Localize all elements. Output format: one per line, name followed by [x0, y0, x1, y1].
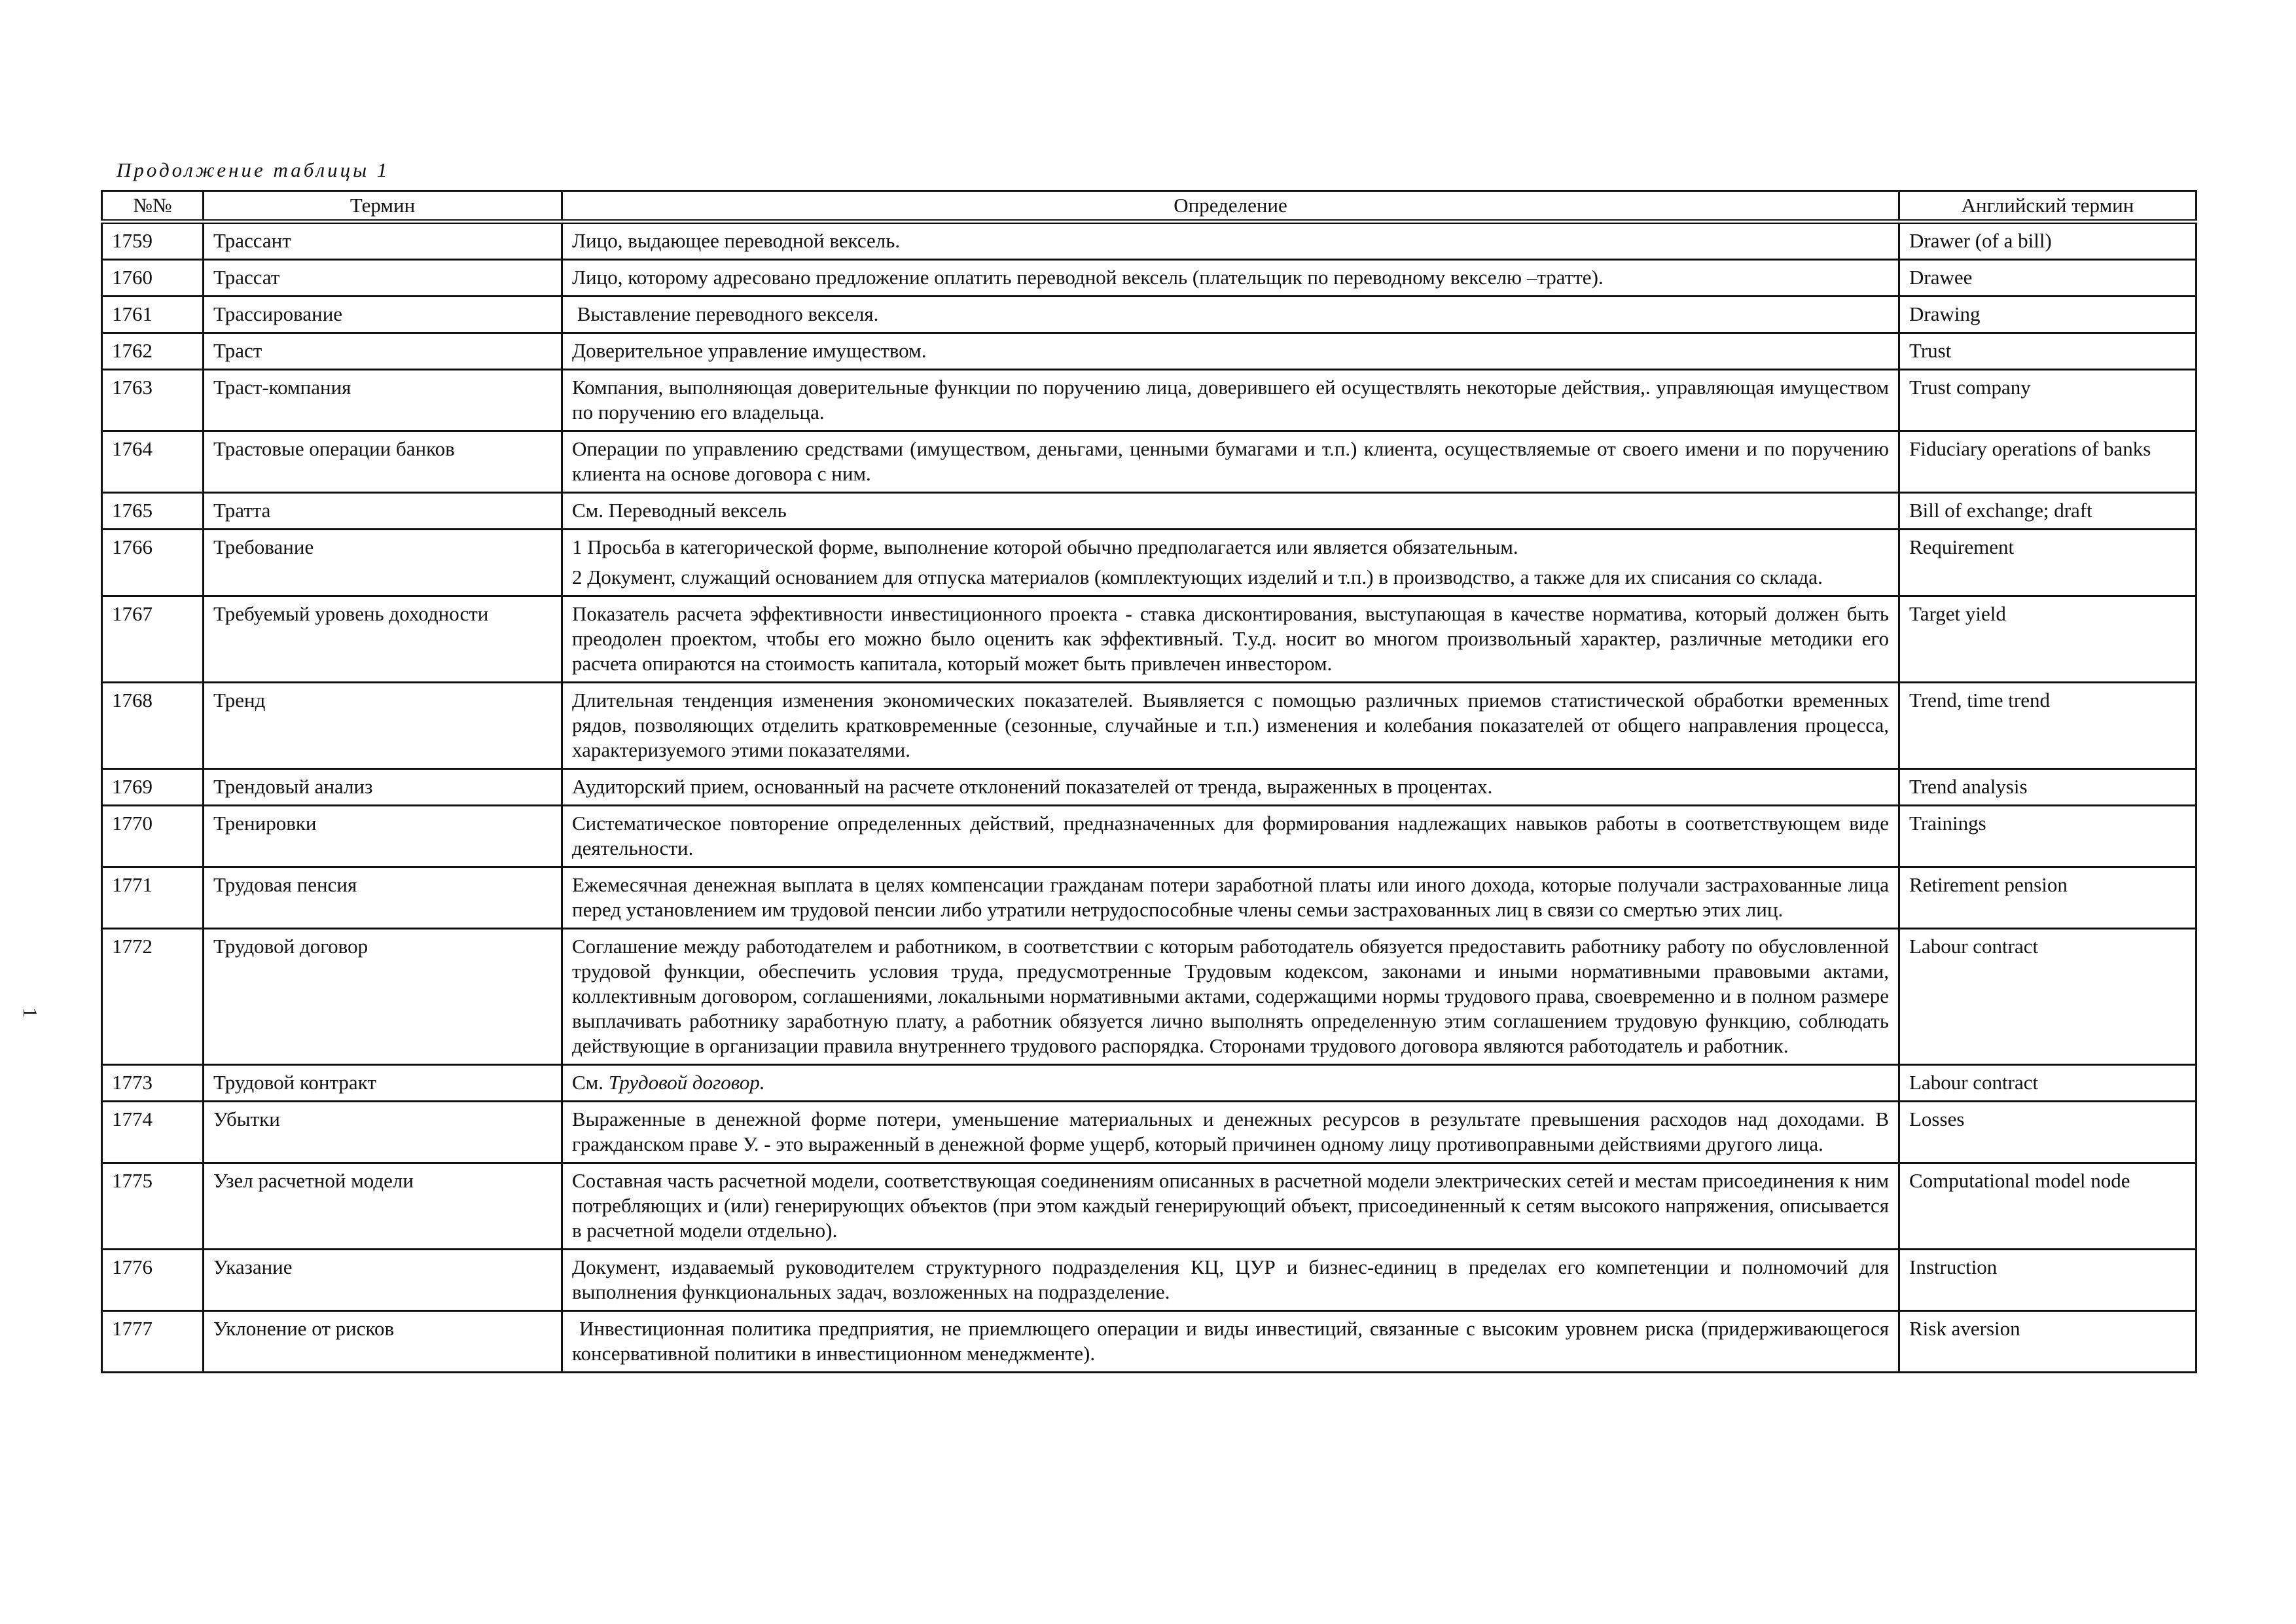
table-row: [102, 1311, 2197, 1373]
row-term: Трудовая пенсия: [204, 867, 562, 929]
definition-paragraph: Выставление переводного векселя.: [572, 302, 879, 325]
row-definition: [562, 867, 1899, 929]
row-number: 1766: [102, 530, 204, 596]
row-number: 1770: [102, 806, 204, 867]
row-definition: [562, 1311, 1899, 1373]
definition-prefix: См.: [572, 1071, 609, 1094]
row-english-term: Drawing: [1899, 297, 2197, 333]
row-number: 1769: [102, 769, 204, 806]
header-num: №№: [102, 191, 204, 222]
row-definition: [562, 596, 1899, 683]
definition-paragraph: Ежемесячная денежная выплата в целях компенсации гражданам потери заработной платы или иного дохода, которые получали застрахованные лица перед установлением им трудовой пенсии либо утратили нетрудоспособные члены семьи застрахованных лиц в связи со смертью этих лиц.: [572, 873, 1894, 921]
table-row: [102, 297, 2197, 333]
row-term: Трендовый анализ: [204, 769, 562, 806]
table-row: [102, 683, 2197, 769]
table-row: [102, 431, 2197, 493]
table-row: [102, 1250, 2197, 1311]
row-number: 1768: [102, 683, 204, 769]
definition-paragraph: Лицо, которому адресовано предложение оплатить переводной вексель (плательщик по переводному векселю –тратте).: [572, 266, 1604, 289]
definition-paragraph: Документ, издаваемый руководителем структурного подразделения КЦ, ЦУР и бизнес-единиц в пределах его компетенции и полномочий для выполнения функциональных задач, возложенных на подразделение.: [572, 1255, 1894, 1303]
definition-paragraph: Систематическое повторение определенных действий, предназначенных для формирования надлежащих навыков работы в соответствующем виде деятельности.: [572, 812, 1894, 859]
row-english-term: Risk aversion: [1899, 1311, 2197, 1373]
row-number: 1764: [102, 431, 204, 493]
table-row: [102, 370, 2197, 431]
table-row: [102, 1065, 2197, 1102]
row-number: 1762: [102, 333, 204, 370]
row-term: Уклонение от рисков: [204, 1311, 562, 1373]
row-term: Трастовые операции банков: [204, 431, 562, 493]
row-english-term: Labour contract: [1899, 929, 2197, 1065]
row-term: Тренд: [204, 683, 562, 769]
row-definition: [562, 297, 1899, 333]
definition-paragraph: Аудиторский прием, основанный на расчете отклонений показателей от тренда, выраженных в процентах.: [572, 775, 1493, 798]
row-term: Трудовой договор: [204, 929, 562, 1065]
row-english-term: Trend analysis: [1899, 769, 2197, 806]
row-english-term: Labour contract: [1899, 1065, 2197, 1102]
row-english-term: Computational model node: [1899, 1163, 2197, 1250]
row-definition: [562, 929, 1899, 1065]
table-row: [102, 769, 2197, 806]
row-english-term: Trust company: [1899, 370, 2197, 431]
row-term: Трассант: [204, 222, 562, 260]
row-english-term: Instruction: [1899, 1250, 2197, 1311]
row-number: 1772: [102, 929, 204, 1065]
table-row: [102, 260, 2197, 297]
side-page-number: 1: [18, 1007, 42, 1018]
row-definition: [562, 1163, 1899, 1250]
row-number: 1767: [102, 596, 204, 683]
table-row: [102, 493, 2197, 530]
row-english-term: Trust: [1899, 333, 2197, 370]
row-number: 1775: [102, 1163, 204, 1250]
table-row: [102, 1163, 2197, 1250]
table-row: [102, 333, 2197, 370]
definition-paragraph: 1 Просьба в категорической форме, выполнение которой обычно предполагается или является обязательным.: [572, 535, 1518, 558]
header-definition: Определение: [562, 191, 1899, 222]
row-number: 1774: [102, 1102, 204, 1163]
row-definition: [562, 431, 1899, 493]
row-number: 1776: [102, 1250, 204, 1311]
row-number: 1777: [102, 1311, 204, 1373]
table-row: [102, 806, 2197, 867]
row-definition: [562, 769, 1899, 806]
table-body: [102, 222, 2197, 1373]
row-english-term: Trend, time trend: [1899, 683, 2197, 769]
row-term: Траст-компания: [204, 370, 562, 431]
definition-paragraph: Операции по управлению средствами (имуществом, деньгами, ценными бумагами и т.п.) клиента, осуществляемые от своего имени и по поручению клиента на основе договора с ним.: [572, 437, 1894, 485]
row-number: 1759: [102, 222, 204, 260]
table-row: [102, 1102, 2197, 1163]
row-definition: [562, 683, 1899, 769]
row-english-term: Requirement: [1899, 530, 2197, 596]
row-number: 1765: [102, 493, 204, 530]
row-number: 1773: [102, 1065, 204, 1102]
row-definition: [562, 1250, 1899, 1311]
row-definition: [562, 493, 1899, 530]
table-row: [102, 530, 2197, 596]
table-row: [102, 222, 2197, 260]
definition-paragraph: Показатель расчета эффективности инвестиционного проекта - ставка дисконтирования, выступающая в качестве норматива, который должен быть преодолен проектом, чтобы его можно было оценить как эффективный. Т.у.д. носит во многом произвольный характер, различные методики его расчета опираются на стоимость капитала, который может быть привлечен инвестором.: [572, 602, 1894, 675]
row-definition: [562, 333, 1899, 370]
row-term: Тренировки: [204, 806, 562, 867]
table-caption: Продолжение таблицы 1: [117, 158, 390, 181]
definition-paragraph: См. Переводный вексель: [572, 499, 787, 522]
definition-paragraph: Компания, выполняющая доверительные функции по поручению лица, доверившего ей осуществлять некоторые действия,. управляющая имуществом по поручению его владельца.: [572, 376, 1894, 424]
definition-paragraph: Составная часть расчетной модели, соответствующая соединениям описанных в расчетной модели электрических сетей и местам присоединения к ним потребляющих и (или) генерирующих объектов (при этом каждый генерирующий объект, присоединенный к сетям высокого напряжения, описывается в расчетной модели отдельно).: [572, 1169, 1894, 1242]
row-english-term: Bill of exchange; draft: [1899, 493, 2197, 530]
definition-paragraph: Доверительное управление имуществом.: [572, 339, 927, 362]
definition-paragraph: Выраженные в денежной форме потери, уменьшение материальных и денежных ресурсов в результате превышения расходов над доходами. В гражданском праве У. - это выраженный в денежной форме ущерб, который причинен одному лицу противоправными действиями другого лица.: [572, 1108, 1894, 1155]
row-definition: [562, 530, 1899, 596]
row-number: 1771: [102, 867, 204, 929]
header-english: Английский термин: [1899, 191, 2197, 222]
definition-paragraph: Инвестиционная политика предприятия, не приемлющего операции и виды инвестиций, связанные с высоким уровнем риска (придерживающегося консервативной политики в инвестиционном менеджменте).: [572, 1317, 1894, 1365]
row-english-term: Trainings: [1899, 806, 2197, 867]
definition-reference: Трудовой договор.: [608, 1071, 765, 1094]
definition-paragraph: Лицо, выдающее переводной вексель.: [572, 229, 901, 252]
row-term: Требуемый уровень доходности: [204, 596, 562, 683]
row-number: 1763: [102, 370, 204, 431]
definition-paragraph: 2 Документ, служащий основанием для отпуска материалов (комплектующих изделий и т.п.) в производство, а также для их списания со склада.: [572, 566, 1823, 588]
table-header-row: [102, 191, 2197, 222]
row-definition: [562, 222, 1899, 260]
row-definition: [562, 370, 1899, 431]
row-number: 1760: [102, 260, 204, 297]
table-row: [102, 867, 2197, 929]
definition-paragraph: Соглашение между работодателем и работником, в соответствии с которым работодатель обязуется предоставить работнику работу по обусловленной трудовой функции, обеспечить условия труда, предусмотренные Трудовым кодексом, законами и иными нормативными правовыми актами, коллективным договором, соглашениями, локальными нормативными актами, содержащими нормы трудового права, своевременно и в полном размере выплачивать работнику заработную плату, а работник обязуется лично выполнять определенную этим соглашением трудовую функцию, соблюдать действующие в организации правила внутреннего трудового распорядка. Сторонами трудового договора являются работодатель и работник.: [572, 935, 1894, 1057]
row-definition: [562, 260, 1899, 297]
row-term: Тратта: [204, 493, 562, 530]
definition-paragraph: [572, 1070, 1889, 1095]
row-definition: [562, 1102, 1899, 1163]
row-term: Узел расчетной модели: [204, 1163, 562, 1250]
row-term: Требование: [204, 530, 562, 596]
row-number: 1761: [102, 297, 204, 333]
row-term: Трассирование: [204, 297, 562, 333]
row-term: Трассат: [204, 260, 562, 297]
row-definition: [562, 806, 1899, 867]
header-term: Термин: [204, 191, 562, 222]
row-english-term: Target yield: [1899, 596, 2197, 683]
row-term: Траст: [204, 333, 562, 370]
row-english-term: Drawee: [1899, 260, 2197, 297]
row-term: Трудовой контракт: [204, 1065, 562, 1102]
row-english-term: Drawer (of a bill): [1899, 222, 2197, 260]
table-row: [102, 596, 2197, 683]
row-term: Указание: [204, 1250, 562, 1311]
row-definition: [562, 1065, 1899, 1102]
table-row: [102, 929, 2197, 1065]
definition-paragraph: Длительная тенденция изменения экономических показателей. Выявляется с помощью различных приемов статистической обработки временных рядов, позволяющих отделить кратковременные (сезонные, случайные и т.п.) изменения и колебания показателей от общего направления процесса, характеризуемого этими показателями.: [572, 689, 1894, 761]
row-english-term: Retirement pension: [1899, 867, 2197, 929]
row-term: Убытки: [204, 1102, 562, 1163]
glossary-table: [101, 190, 2197, 1373]
row-english-term: Fiduciary operations of banks: [1899, 431, 2197, 493]
row-english-term: Losses: [1899, 1102, 2197, 1163]
